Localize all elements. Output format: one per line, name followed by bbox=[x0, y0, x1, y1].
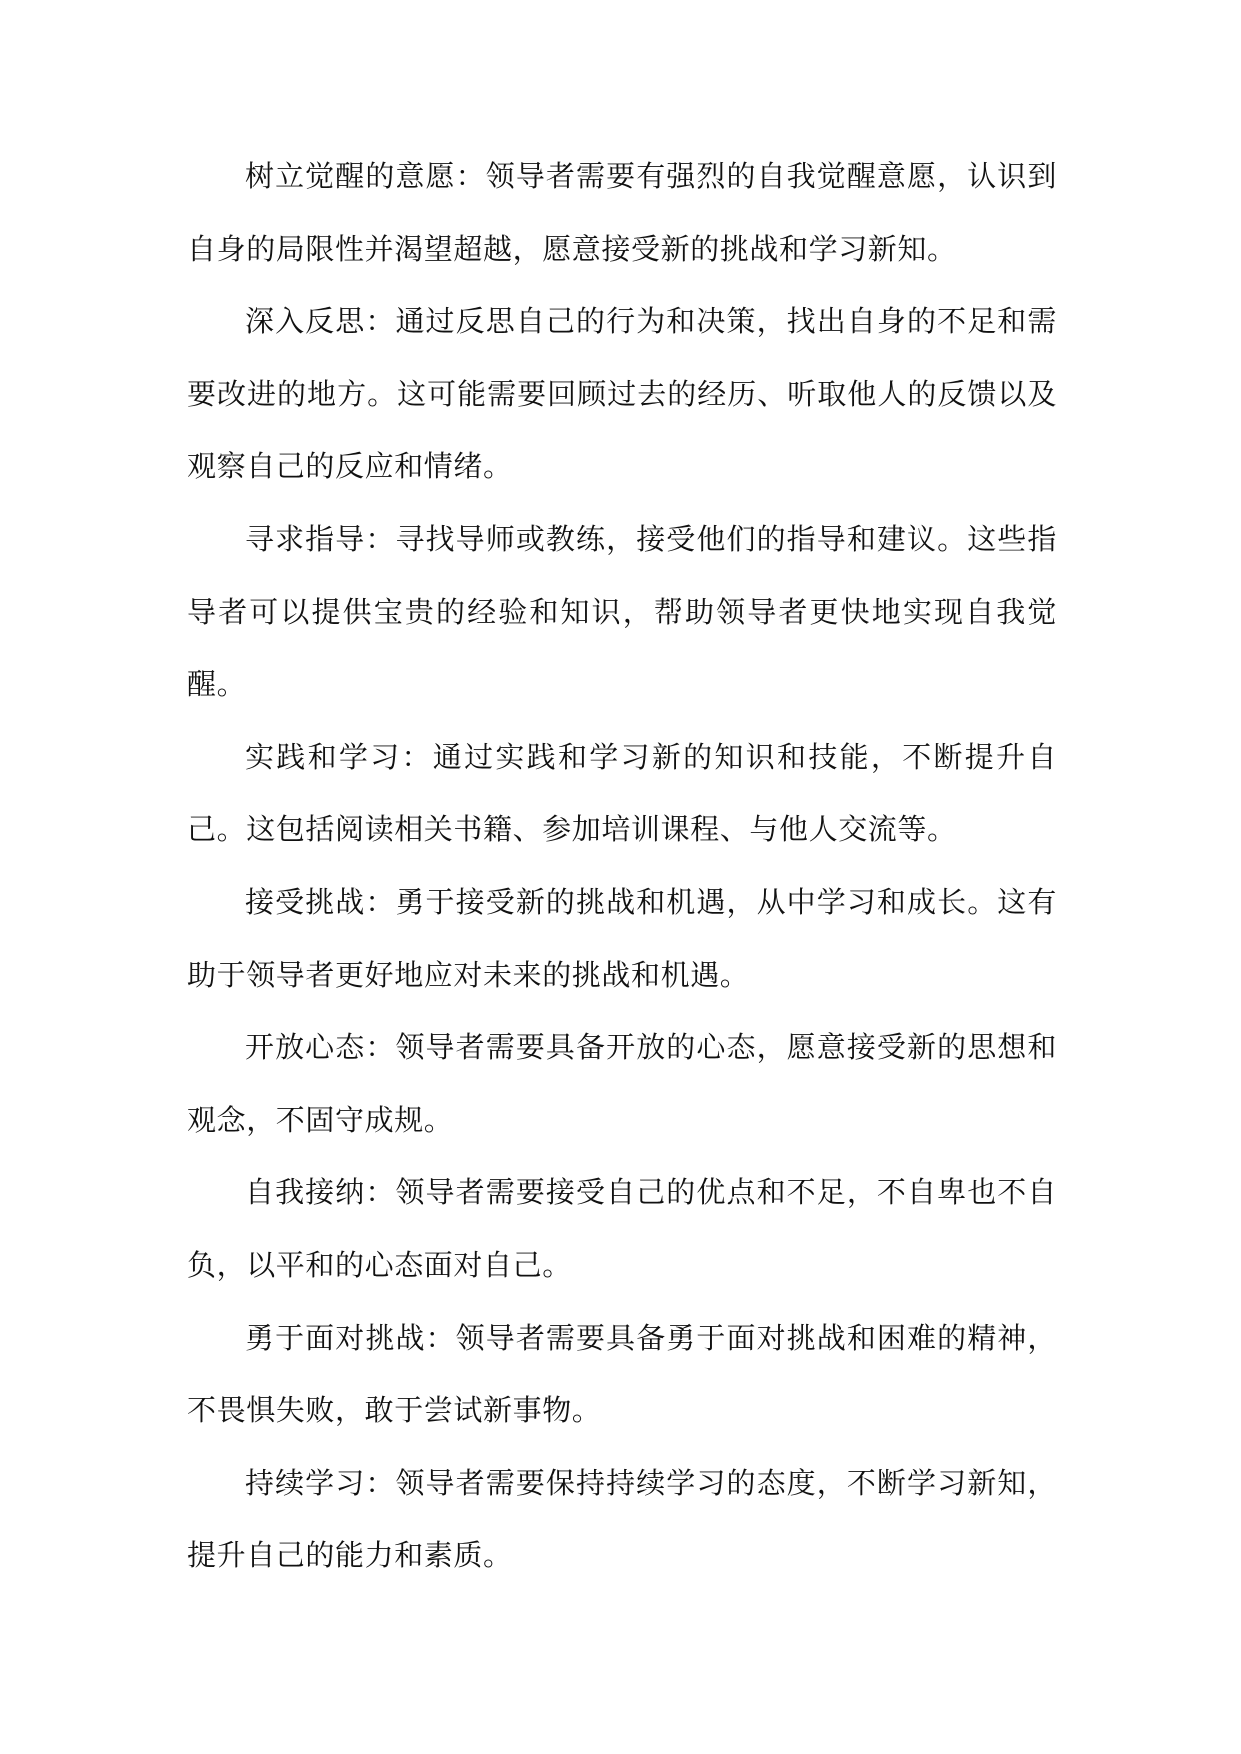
document-body bbox=[187, 140, 1057, 1592]
paragraph-seek-guidance: 寻求指导：寻找导师或教练，接受他们的指导和建议。这些指导者可以提供宝贵的经验和知识，帮助领导者更快地实现自我觉醒。 bbox=[187, 521, 1057, 702]
paragraph-self-acceptance: 自我接纳：领导者需要接受自己的优点和不足，不自卑也不自负，以平和的心态面对自己。 bbox=[187, 1175, 1057, 1282]
paragraph-practice-learning: 实践和学习：通过实践和学习新的知识和技能，不断提升自己。这包括阅读相关书籍、参加培训课程、与他人交流等。 bbox=[187, 739, 1057, 847]
paragraph-awakening-will: 树立觉醒的意愿：领导者需要有强烈的自我觉醒意愿，认识到自身的局限性并渴望超越，愿意接受新的挑战和学习新知。 bbox=[187, 159, 1057, 266]
paragraph-continuous-learning: 持续学习：领导者需要保持持续学习的态度，不断学习新知，提升自己的能力和素质。 bbox=[187, 1465, 1057, 1573]
paragraph-deep-reflection: 深入反思：通过反思自己的行为和决策，找出自身的不足和需要改进的地方。这可能需要回顾过去的经历、听取他人的反馈以及观察自己的反应和情绪。 bbox=[187, 304, 1057, 484]
paragraph-face-challenges: 勇于面对挑战：领导者需要具备勇于面对挑战和困难的精神，不畏惧失败，敢于尝试新事物。 bbox=[187, 1320, 1057, 1428]
paragraph-accept-challenges: 接受挑战：勇于接受新的挑战和机遇，从中学习和成长。这有助于领导者更好地应对未来的挑战和机遇。 bbox=[187, 884, 1057, 992]
paragraph-open-mindset: 开放心态：领导者需要具备开放的心态，愿意接受新的思想和观念，不固守成规。 bbox=[187, 1030, 1057, 1137]
